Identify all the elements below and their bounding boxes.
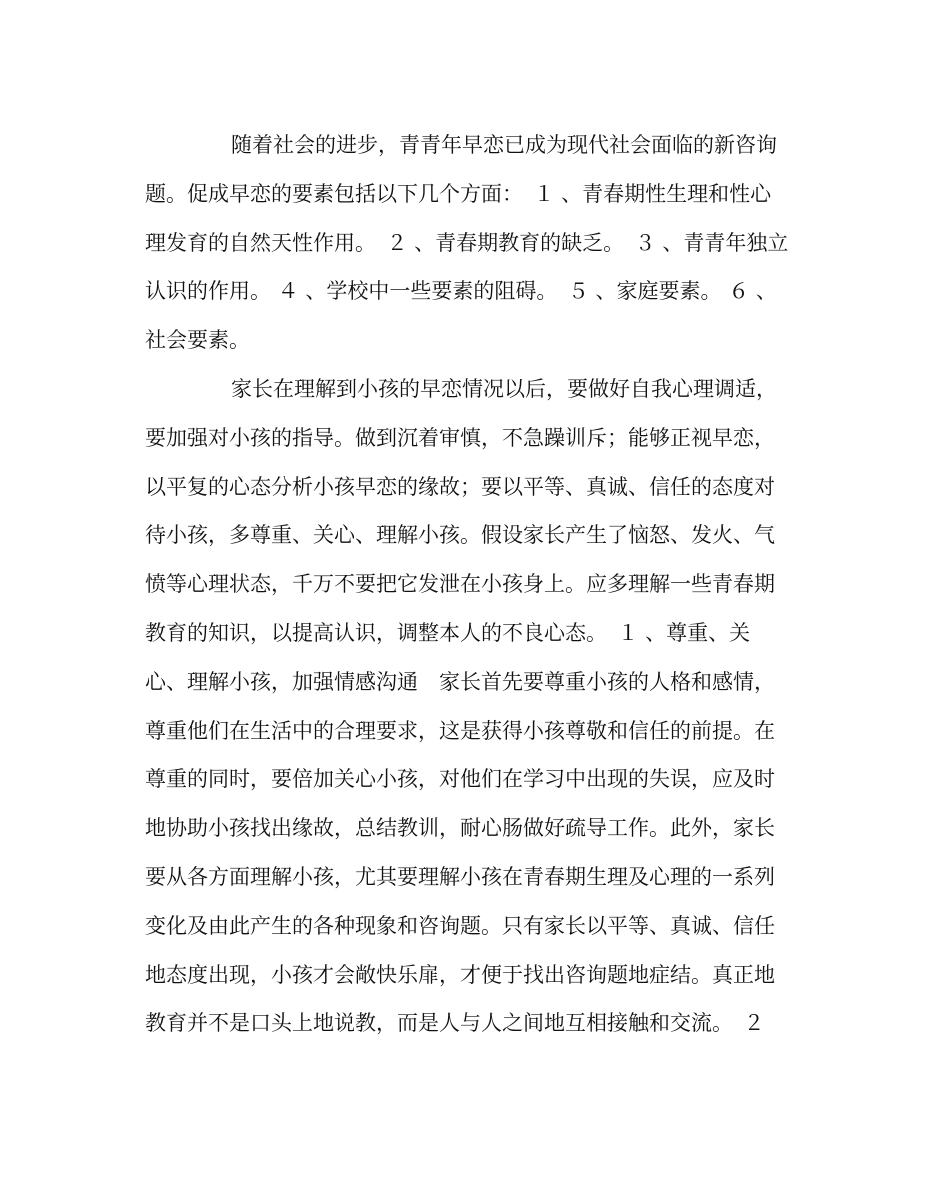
paragraph-line: 家长在理解到小孩的早恋情况以后，要做好自我心理调适， [231, 376, 777, 401]
paragraph-line: 题。促成早恋的要素包括以下几个方面： １ 、青春期性生理和性心 [145, 181, 772, 206]
paragraph-line: 地协助小孩找出缘故，总结教训，耐心肠做好疏导工作。此外，家长 [145, 816, 775, 841]
paragraph-line: 随着社会的进步，青青年早恋已成为现代社会面临的新咨询 [231, 133, 777, 157]
paragraph-line: 教育并不是口头上地说教，而是人与人之间地互相接触和交流。 ２ [145, 1011, 765, 1036]
paragraph-line: 变化及由此产生的各种现象和咨询题。只有家长以平等、真诚、信任 [145, 913, 775, 938]
paragraph-line: 待小孩，多尊重、关心、理解小孩。假设家长产生了恼怒、发火、气 [145, 523, 775, 548]
paragraph-line: 以平复的心态分析小孩早恋的缘故；要以平等、真诚、信任的态度对 [145, 474, 775, 499]
paragraph-line: 要从各方面理解小孩，尤其要理解小孩在青春期生理及心理的一系列 [145, 864, 775, 889]
paragraph-line: 尊重他们在生活中的合理要求，这是获得小孩尊敬和信任的前提。在 [145, 718, 775, 743]
paragraph-line: 心、理解小孩，加强情感沟通 家长首先要尊重小孩的人格和感情， [145, 669, 775, 694]
paragraph-line: 教育的知识，以提高认识，调整本人的不良心态。 １ 、尊重、关 [145, 620, 751, 645]
document-body [145, 121, 815, 1048]
paragraph-line: 社会要素。 [145, 328, 250, 353]
paragraph-line: 认识的作用。 ４ 、学校中一些要素的阻碍。 ５ 、家庭要素。 ６ 、 [145, 279, 777, 304]
paragraph-line: 要加强对小孩的指导。做到沉着审慎，不急躁训斥；能够正视早恋， [145, 425, 775, 450]
paragraph-line: 愤等心理状态，千万不要把它发泄在小孩身上。应多理解一些青春期 [145, 572, 775, 597]
paragraph-1 [145, 121, 815, 365]
paragraph-line: 尊重的同时，要倍加关心小孩，对他们在学习中出现的失误，应及时 [145, 767, 775, 792]
paragraph-2 [145, 365, 815, 1048]
paragraph-line: 地态度出现，小孩才会敞快乐扉，才便于找出咨询题地症结。真正地 [145, 962, 775, 987]
paragraph-line: 理发育的自然天性作用。 ２ 、青春期教育的缺乏。 ３ 、青青年独立 [145, 230, 789, 255]
